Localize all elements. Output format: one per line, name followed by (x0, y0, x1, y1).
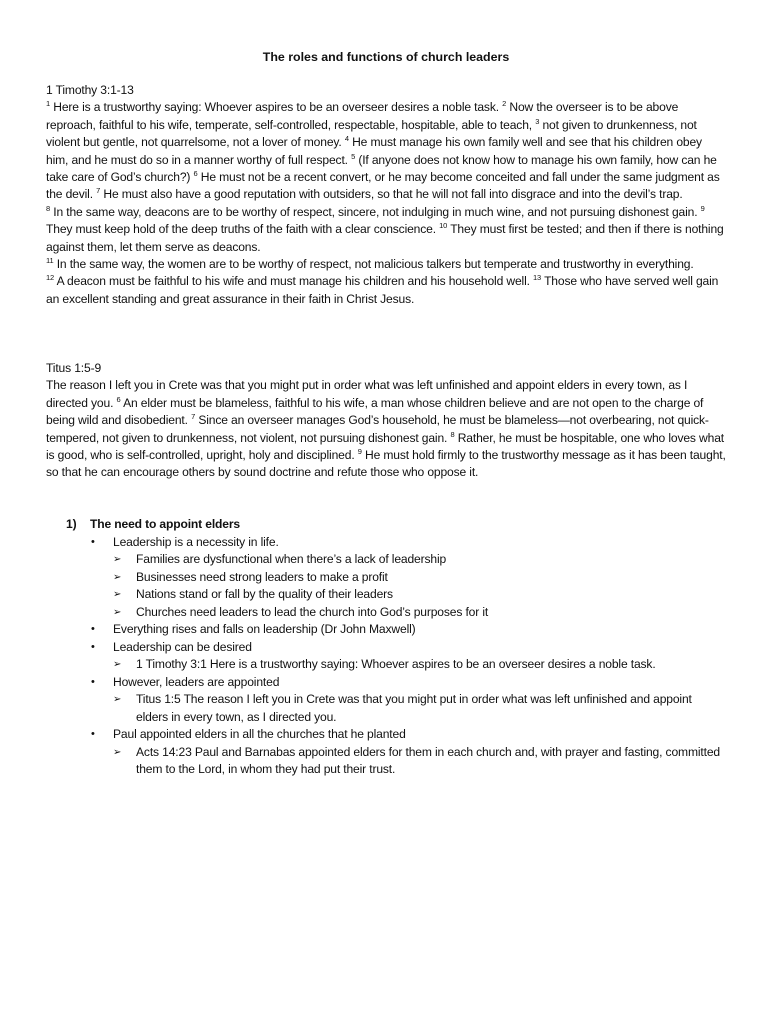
verse-number: 7 (191, 412, 196, 422)
sub-list-item (46, 586, 726, 604)
verse-number: 4 (344, 134, 349, 144)
sub-list-item (46, 604, 726, 622)
arrow-bullet-icon: ➢ (113, 571, 122, 583)
timothy-reference: 1 Timothy 3:1-13 (46, 83, 134, 97)
sub-list-item (46, 569, 726, 587)
timothy-paragraph-4 (46, 273, 726, 308)
bullet-icon: • (91, 728, 95, 740)
verse-text: Rather, he must be hospitable, one who loves what is good, who is self-controlled, upright, holy and disciplined. (46, 430, 724, 463)
verse-text: In the same way, the women are to be worthy of respect, not malicious talkers but temperate and trustworthy in everything. (53, 257, 694, 272)
arrow-bullet-icon: ➢ (113, 694, 122, 705)
timothy-paragraph-2 (46, 204, 726, 256)
sub-list-item-text: Churches need leaders to lead the church into God’s purposes for it (136, 604, 489, 619)
list-item (46, 639, 726, 657)
verse-text: He must not be a recent convert, or he may become conceited and fall under the same judgment as the devil. (46, 170, 720, 202)
verse-number: 6 (193, 169, 198, 178)
verse-number: 11 (46, 256, 54, 266)
sub-list-item (46, 744, 726, 779)
verse-number: 13 (533, 273, 542, 283)
verse-text: They must keep hold of the deep truths of the faith with a clear conscience. (46, 222, 440, 237)
sub-list-item-text: Nations stand or fall by the quality of their leaders (136, 587, 393, 601)
sub-list-item-text: 1 Timothy 3:1 Here is a trustworthy saying: Whoever aspires to be an overseer desires a noble task. (136, 657, 656, 671)
list-item (46, 621, 726, 639)
verse-number: 9 (357, 447, 362, 456)
arrow-bullet-icon: ➢ (113, 554, 122, 565)
section-heading (46, 516, 726, 534)
verse-text: Those who have served well gain an excellent standing and great assurance in their faith in Christ Jesus. (46, 274, 719, 306)
verse-number: 7 (96, 186, 101, 196)
verse-text: Here is a trustworthy saying: Whoever aspires to be an overseer desires a noble task. (50, 100, 503, 115)
section-need-to-appoint-elders (46, 516, 726, 779)
verse-text: An elder must be blameless, faithful to his wife, a man whose children believe and are not open to the charge of being wild and disobedient. (46, 395, 704, 428)
verse-number: 8 (46, 203, 51, 213)
arrow-bullet-icon: ➢ (113, 746, 122, 758)
verse-text: The reason I left you in Crete was that you might put in order what was left unfinished and appoint elders in every town, as I directed you. (46, 378, 688, 410)
sub-list-item-text: Families are dysfunctional when there’s a lack of leadership (136, 552, 447, 566)
sub-list-item (46, 656, 726, 674)
timothy-paragraph-1 (46, 99, 726, 203)
arrow-bullet-icon: ➢ (113, 589, 122, 600)
verse-text: A deacon must be faithful to his wife and must manage his children and his household well. (54, 274, 534, 289)
verse-number: 5 (351, 151, 356, 161)
bullet-icon: • (91, 675, 95, 688)
verse-text: He must manage his own family well and see that his children obey him, and he must do so in a manner worthy of full respect. (46, 135, 702, 167)
list-item (46, 534, 726, 552)
arrow-bullet-icon: ➢ (113, 659, 122, 670)
verse-number: 2 (502, 99, 507, 109)
bullet-icon: • (91, 623, 95, 635)
verse-text: He must also have a good reputation with outsiders, so that he will not fall into disgrace and into the devil’s trap. (100, 187, 683, 202)
verse-number: 6 (116, 394, 121, 404)
list-item-text: Paul appointed elders in all the churches that he planted (113, 727, 406, 741)
verse-number: 9 (700, 203, 705, 213)
document-title: The roles and functions of church leaders (262, 50, 510, 64)
timothy-paragraph-3 (46, 256, 726, 273)
sub-list-item-text: Businesses need strong leaders to make a profit (136, 569, 388, 584)
list-item-text: Leadership is a necessity in life. (113, 534, 279, 549)
arrow-bullet-icon: ➢ (113, 606, 122, 618)
sub-list-item-text: Titus 1:5 The reason I left you in Crete was that you might put in order what was left unfinished and appoint elders in every town, as I directed you. (136, 692, 692, 724)
titus-reference: Titus 1:5-9 (46, 361, 102, 375)
section-heading-text: The need to appoint elders (90, 517, 240, 531)
titus-passage (46, 360, 726, 482)
verse-text: (If anyone does not know how to manage his own family, how can he take care of God’s church?) (46, 152, 717, 185)
verse-text: They must first be tested; and then if there is nothing against them, let them serve as deacons. (46, 222, 724, 254)
list-item (46, 726, 726, 744)
verse-text: Now the overseer is to be above reproach, faithful to his wife, temperate, self-controlled, respectable, hospitable, able to teach, (46, 100, 679, 132)
verse-number: 1 (46, 99, 51, 109)
verse-number: 12 (46, 273, 55, 283)
section-number: 1) (66, 517, 77, 531)
verse-number: 3 (535, 116, 540, 126)
verse-text: Since an overseer manages God’s household, he must be blameless—not overbearing, not quick-tempered, not given to drunkenness, not violent, not pursuing dishonest gain. (46, 413, 709, 445)
sub-list-item (46, 691, 726, 726)
sub-list-item (46, 551, 726, 569)
verse-number: 8 (450, 429, 455, 439)
list-item-text: Leadership can be desired (113, 639, 252, 654)
sub-list-item-text: Acts 14:23 Paul and Barnabas appointed elders for them in each church and, with prayer and fasting, committed them to the Lord, in whom they had put their trust. (136, 744, 720, 776)
list-item-text: However, leaders are appointed (113, 674, 280, 689)
titus-paragraph (46, 377, 726, 481)
list-item (46, 674, 726, 692)
bullet-icon: • (91, 640, 95, 653)
verse-text: He must hold firmly to the trustworthy message as it has been taught, so that he can encourage others by sound doctrine and refute those who oppose it. (46, 448, 726, 480)
timothy-passage (46, 82, 726, 308)
verse-text: In the same way, deacons are to be worthy of respect, sincere, not indulging in much wine, and not pursuing dishonest gain. (50, 204, 701, 219)
list-item-text: Everything rises and falls on leadership (Dr John Maxwell) (113, 622, 416, 636)
verse-text: not given to drunkenness, not violent but gentle, not quarrelsome, not a lover of money. (46, 117, 697, 150)
bullet-icon: • (91, 535, 95, 548)
verse-number: 10 (439, 221, 448, 231)
